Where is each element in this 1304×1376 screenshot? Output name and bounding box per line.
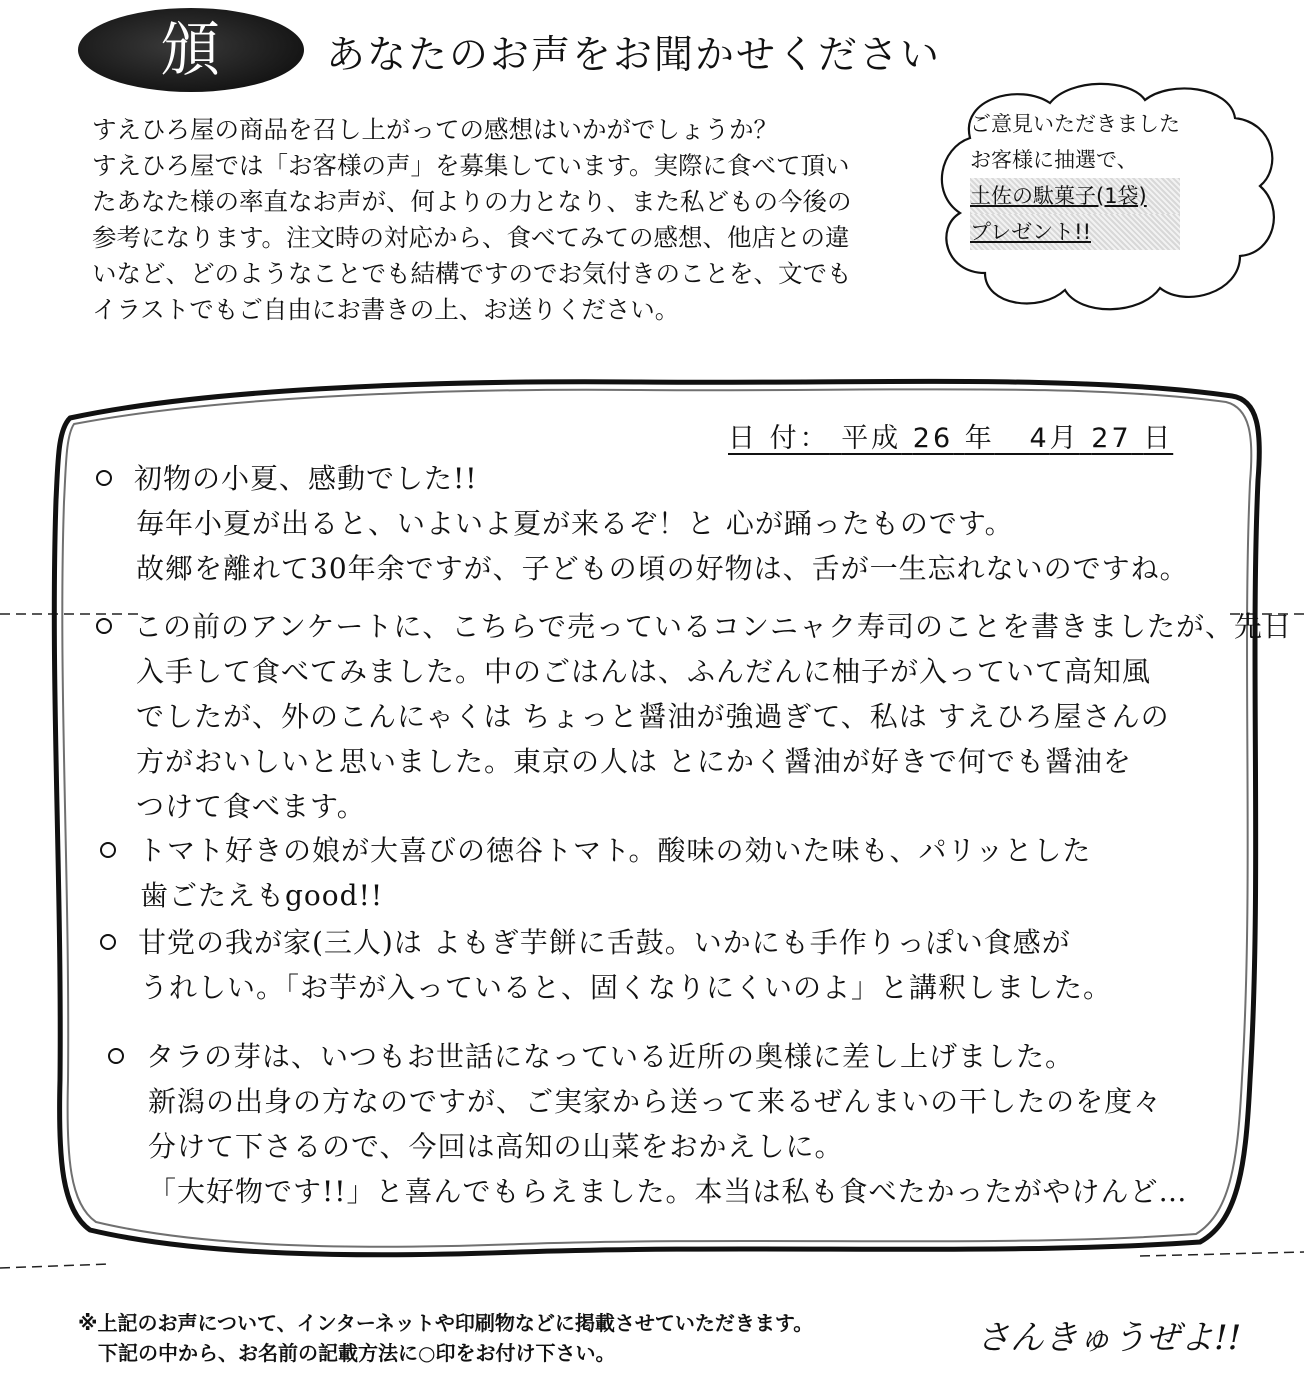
comment-line: 「大好物です!!」と喜んでもらえました。本当は私も食べたかったがやけんど… bbox=[148, 1175, 1188, 1208]
comment-line: 毎年小夏が出ると、いよいよ夏が来るぞ！と 心が踊ったものです。 bbox=[136, 507, 1014, 540]
comment-line: 入手して食べてみました。中のごはんは、ふんだんに柚子が入っていて高知風 bbox=[136, 655, 1152, 688]
intro-line: たあなた様の率直なお声が、何よりの力となり、また私どもの今後の bbox=[92, 187, 852, 216]
bullet-circle bbox=[96, 470, 112, 486]
date-day: 27 bbox=[1091, 423, 1132, 454]
thanks-signature: さんきゅうぜよ!! bbox=[976, 1318, 1242, 1358]
bullet-circle bbox=[108, 1048, 124, 1064]
intro-line: すえひろ屋では「お客様の声」を募集しています。実際に食べて頂い bbox=[92, 151, 850, 180]
comment-line: 初物の小夏、感動でした!! bbox=[134, 462, 478, 495]
comment-3 bbox=[100, 828, 1091, 918]
bullet-circle bbox=[96, 618, 112, 634]
header-badge bbox=[78, 8, 304, 92]
footer-note-line: ※上記のお声について、インターネットや印刷物などに掲載させていただきます。 bbox=[78, 1311, 814, 1335]
comment-line: つけて食べます。 bbox=[136, 790, 366, 823]
intro-text bbox=[92, 112, 932, 328]
cloud-line: ご意見いただきました bbox=[970, 112, 1180, 136]
cloud-line: お客様に抽選で、 bbox=[970, 148, 1138, 172]
cloud-text bbox=[970, 106, 1180, 250]
footer-note bbox=[78, 1308, 813, 1368]
comment-4 bbox=[100, 920, 1112, 1010]
comment-line: 分けて下さるので、今回は高知の山菜をおかえしに。 bbox=[148, 1130, 844, 1163]
intro-line: 参考になります。注文時の対応から、食べてみての感想、他店との違 bbox=[92, 223, 850, 252]
date-line bbox=[728, 416, 1173, 455]
present-cloud bbox=[930, 78, 1286, 318]
comment-line: トマト好きの娘が大喜びの徳谷トマト。酸味の効いた味も、パリッとした bbox=[138, 834, 1092, 867]
badge-kanji: 頒 bbox=[160, 15, 222, 85]
comment-line: 方がおいしいと思いました。東京の人は とにかく醤油が好きで何でも醤油を bbox=[136, 745, 1132, 778]
intro-line: いなど、どのようなことでも結構ですのでお気付きのことを、文でも bbox=[92, 259, 852, 288]
cloud-line: プレゼント!! bbox=[970, 214, 1180, 250]
comment-line: うれしい。「お芋が入っていると、固くなりにくいのよ」と講釈しました。 bbox=[140, 971, 1113, 1004]
date-day-unit: 日 bbox=[1143, 423, 1174, 454]
bullet-circle bbox=[100, 842, 116, 858]
comment-2 bbox=[96, 604, 1292, 829]
page-title: あなたのお声をお聞かせください bbox=[326, 33, 942, 78]
intro-line: すえひろ屋の商品を召し上がっての感想はいかがでしょうか？ bbox=[92, 115, 778, 144]
bullet-circle bbox=[100, 934, 116, 950]
comment-line: 新潟の出身の方なのですが、ご実家から送って来るぜんまいの干したのを度々 bbox=[148, 1085, 1163, 1118]
date-month-unit: 月 bbox=[1049, 423, 1080, 454]
comment-line: タラの芽は、いつもお世話になっている近所の奥様に差し上げました。 bbox=[146, 1040, 1075, 1073]
date-era: 平成 bbox=[841, 423, 902, 454]
comment-line: でしたが、外のこんにゃくは ちょっと醤油が強過ぎて、私は すえひろ屋さんの bbox=[136, 700, 1170, 733]
intro-line: イラストでもご自由にお書きの上、お送りください。 bbox=[92, 295, 680, 324]
comment-1 bbox=[96, 456, 1189, 591]
comment-line: 故郷を離れて30年余ですが、子どもの頃の好物は、舌が一生忘れないのですね。 bbox=[136, 552, 1189, 585]
date-year-unit: 年 bbox=[964, 423, 995, 454]
comment-line: 歯ごたえもgood!! bbox=[140, 879, 384, 912]
comment-5 bbox=[108, 1034, 1188, 1214]
date-year: 26 bbox=[912, 423, 954, 454]
date-label: 日 付： bbox=[728, 423, 830, 454]
footer-sub-line: 下記の中から、お名前の記載方法に○印をお付け下さい。 bbox=[98, 1341, 616, 1365]
comment-line: この前のアンケートに、こちらで売っているコンニャク寿司のことを書きましたが、先日 bbox=[134, 610, 1293, 643]
date-month: 4 bbox=[1029, 423, 1050, 454]
comment-line: 甘党の我が家(三人)は よもぎ芋餅に舌鼓。いかにも手作りっぽい食感が bbox=[138, 926, 1071, 959]
cloud-line: 土佐の駄菓子(1袋) bbox=[970, 178, 1180, 214]
